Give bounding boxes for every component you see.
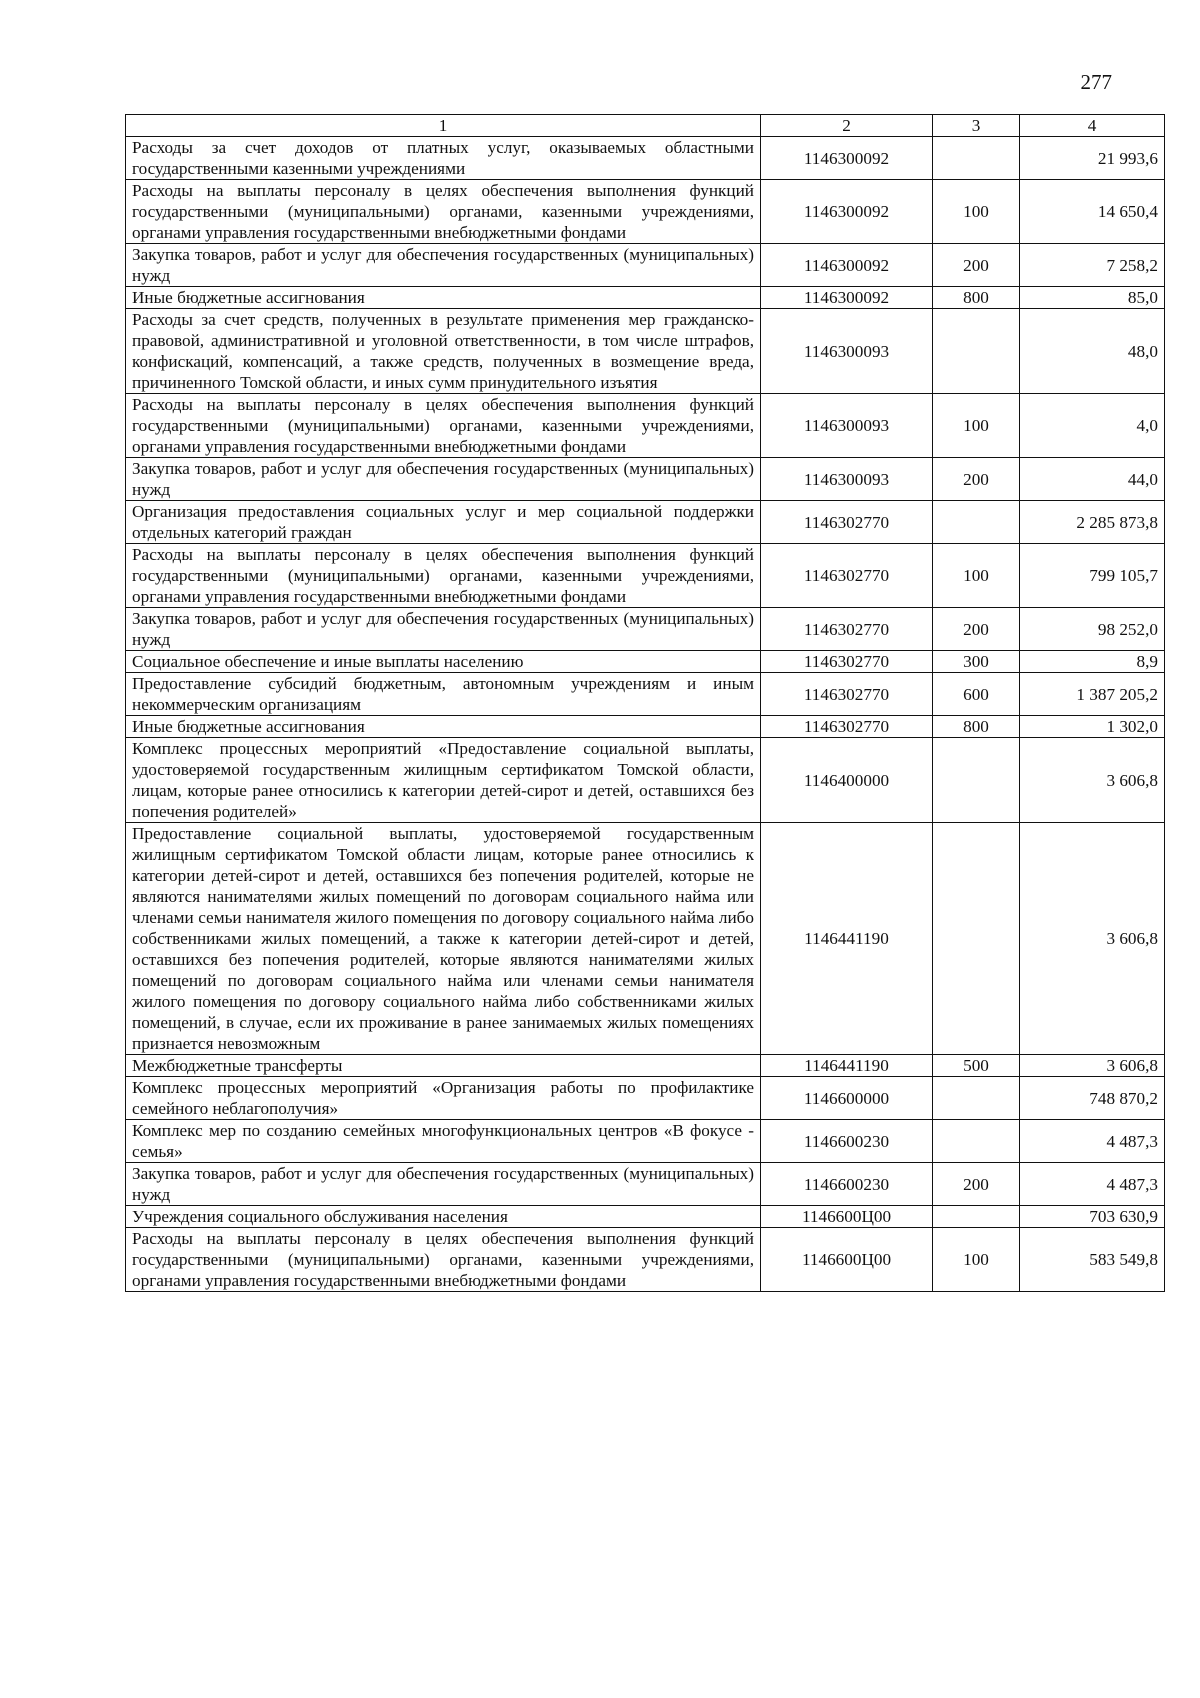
target-code-cell: 1146302770 (761, 673, 933, 716)
budget-table (125, 114, 1165, 1292)
expense-type-cell (933, 137, 1020, 180)
header-col-3: 3 (933, 115, 1020, 137)
expense-type-cell: 200 (933, 458, 1020, 501)
table-row (126, 1120, 1165, 1163)
amount-cell: 48,0 (1020, 309, 1165, 394)
header-col-4: 4 (1020, 115, 1165, 137)
target-code-cell: 1146300093 (761, 394, 933, 458)
page-number: 277 (1080, 70, 1112, 94)
target-code-cell: 1146600230 (761, 1120, 933, 1163)
expense-type-cell (933, 1077, 1020, 1120)
expense-name-cell: Расходы на выплаты персоналу в целях обеспечения выполнения функций государственными (муниципальными) органами, казенными учреждениями, органами управления государственными внебюджетными фондами (126, 394, 761, 458)
amount-cell: 4 487,3 (1020, 1163, 1165, 1206)
expense-type-cell: 200 (933, 244, 1020, 287)
table-row (126, 1055, 1165, 1077)
target-code-cell: 1146441190 (761, 823, 933, 1055)
target-code-cell: 1146600230 (761, 1163, 933, 1206)
target-code-cell: 1146302770 (761, 716, 933, 738)
target-code-cell: 1146600Ц00 (761, 1206, 933, 1228)
target-code-cell: 1146441190 (761, 1055, 933, 1077)
table-row (126, 244, 1165, 287)
expense-name-cell: Закупка товаров, работ и услуг для обеспечения государственных (муниципальных) нужд (126, 1163, 761, 1206)
expense-type-cell: 200 (933, 1163, 1020, 1206)
expense-name-cell: Закупка товаров, работ и услуг для обеспечения государственных (муниципальных) нужд (126, 458, 761, 501)
table-row (126, 309, 1165, 394)
target-code-cell: 1146302770 (761, 501, 933, 544)
expense-name-cell: Комплекс процессных мероприятий «Предоставление социальной выплаты, удостоверяемой государственным жилищным сертификатом Томской области, лицам, которые ранее относились к категории детей-сирот и детей, оставшихся без попечения родителей» (126, 738, 761, 823)
expense-type-cell: 200 (933, 608, 1020, 651)
expense-type-cell: 800 (933, 287, 1020, 309)
table-row (126, 1077, 1165, 1120)
expense-name-cell: Закупка товаров, работ и услуг для обеспечения государственных (муниципальных) нужд (126, 608, 761, 651)
table-row (126, 651, 1165, 673)
target-code-cell: 1146600000 (761, 1077, 933, 1120)
expense-type-cell (933, 738, 1020, 823)
expense-name-cell: Закупка товаров, работ и услуг для обеспечения государственных (муниципальных) нужд (126, 244, 761, 287)
expense-name-cell: Социальное обеспечение и иные выплаты населению (126, 651, 761, 673)
amount-cell: 44,0 (1020, 458, 1165, 501)
expense-type-cell: 300 (933, 651, 1020, 673)
amount-cell: 7 258,2 (1020, 244, 1165, 287)
amount-cell: 1 387 205,2 (1020, 673, 1165, 716)
expense-type-cell: 100 (933, 180, 1020, 244)
expense-name-cell: Организация предоставления социальных услуг и мер социальной поддержки отдельных категорий граждан (126, 501, 761, 544)
expense-name-cell: Комплекс мер по созданию семейных многофункциональных центров «В фокусе - семья» (126, 1120, 761, 1163)
amount-cell: 3 606,8 (1020, 823, 1165, 1055)
amount-cell: 4 487,3 (1020, 1120, 1165, 1163)
expense-type-cell: 600 (933, 673, 1020, 716)
amount-cell: 799 105,7 (1020, 544, 1165, 608)
table-row (126, 1228, 1165, 1292)
header-row (126, 115, 1165, 137)
expense-type-cell: 500 (933, 1055, 1020, 1077)
target-code-cell: 1146400000 (761, 738, 933, 823)
expense-type-cell: 100 (933, 544, 1020, 608)
expense-name-cell: Иные бюджетные ассигнования (126, 287, 761, 309)
table-row (126, 137, 1165, 180)
table-row (126, 1163, 1165, 1206)
target-code-cell: 1146302770 (761, 651, 933, 673)
header-col-1: 1 (126, 115, 761, 137)
target-code-cell: 1146300092 (761, 244, 933, 287)
expense-type-cell (933, 1206, 1020, 1228)
expense-name-cell: Расходы за счет доходов от платных услуг, оказываемых областными государственными казенными учреждениями (126, 137, 761, 180)
amount-cell: 4,0 (1020, 394, 1165, 458)
amount-cell: 703 630,9 (1020, 1206, 1165, 1228)
table-row (126, 544, 1165, 608)
amount-cell: 8,9 (1020, 651, 1165, 673)
target-code-cell: 1146300093 (761, 458, 933, 501)
amount-cell: 3 606,8 (1020, 738, 1165, 823)
expense-name-cell: Расходы за счет средств, полученных в результате применения мер гражданско-правовой, административной и уголовной ответственности, в том числе штрафов, конфискаций, компенсаций, а также средств, полученных в возмещение вреда, причиненного Томской области, и иных сумм принудительного изъятия (126, 309, 761, 394)
amount-cell: 748 870,2 (1020, 1077, 1165, 1120)
expense-type-cell (933, 501, 1020, 544)
table-row (126, 1206, 1165, 1228)
amount-cell: 2 285 873,8 (1020, 501, 1165, 544)
expense-type-cell (933, 823, 1020, 1055)
table-body (126, 137, 1165, 1292)
expense-name-cell: Предоставление субсидий бюджетным, автономным учреждениям и иным некоммерческим организациям (126, 673, 761, 716)
expense-name-cell: Расходы на выплаты персоналу в целях обеспечения выполнения функций государственными (муниципальными) органами, казенными учреждениями, органами управления государственными внебюджетными фондами (126, 180, 761, 244)
table-row (126, 287, 1165, 309)
amount-cell: 98 252,0 (1020, 608, 1165, 651)
table-row (126, 716, 1165, 738)
amount-cell: 3 606,8 (1020, 1055, 1165, 1077)
table-row (126, 458, 1165, 501)
expense-type-cell: 100 (933, 1228, 1020, 1292)
table-row (126, 823, 1165, 1055)
expense-name-cell: Иные бюджетные ассигнования (126, 716, 761, 738)
expense-type-cell: 800 (933, 716, 1020, 738)
target-code-cell: 1146600Ц00 (761, 1228, 933, 1292)
expense-type-cell: 100 (933, 394, 1020, 458)
target-code-cell: 1146302770 (761, 544, 933, 608)
target-code-cell: 1146300093 (761, 309, 933, 394)
amount-cell: 85,0 (1020, 287, 1165, 309)
target-code-cell: 1146302770 (761, 608, 933, 651)
amount-cell: 21 993,6 (1020, 137, 1165, 180)
amount-cell: 1 302,0 (1020, 716, 1165, 738)
amount-cell: 14 650,4 (1020, 180, 1165, 244)
expense-name-cell: Предоставление социальной выплаты, удостоверяемой государственным жилищным сертификатом Томской области лицам, которые ранее относились к категории детей-сирот и детей, оставшихся без попечения родителей, которые не являются нанимателями жилых помещений по договорам социального найма или членами семьи нанимателя жилого помещения по договору социального найма либо собственниками жилых помещений, а также к категории детей-сирот и детей, оставшихся без попечения родителей, которые являются нанимателями жилых помещений по договорам социального найма или членами семьи нанимателя жилого помещения по договору социального найма либо собственниками жилых помещений, в случае, если их проживание в ранее занимаемых жилых помещениях признается невозможным (126, 823, 761, 1055)
table-row (126, 180, 1165, 244)
amount-cell: 583 549,8 (1020, 1228, 1165, 1292)
expense-name-cell: Расходы на выплаты персоналу в целях обеспечения выполнения функций государственными (муниципальными) органами, казенными учреждениями, органами управления государственными внебюджетными фондами (126, 1228, 761, 1292)
table-row (126, 608, 1165, 651)
target-code-cell: 1146300092 (761, 287, 933, 309)
table-row (126, 501, 1165, 544)
expense-type-cell (933, 309, 1020, 394)
expense-name-cell: Комплекс процессных мероприятий «Организация работы по профилактике семейного неблагополучия» (126, 1077, 761, 1120)
expense-name-cell: Межбюджетные трансферты (126, 1055, 761, 1077)
expense-name-cell: Учреждения социального обслуживания населения (126, 1206, 761, 1228)
expense-name-cell: Расходы на выплаты персоналу в целях обеспечения выполнения функций государственными (муниципальными) органами, казенными учреждениями, органами управления государственными внебюджетными фондами (126, 544, 761, 608)
table-row (126, 673, 1165, 716)
expense-type-cell (933, 1120, 1020, 1163)
table-row (126, 738, 1165, 823)
table-header (126, 115, 1165, 137)
header-col-2: 2 (761, 115, 933, 137)
target-code-cell: 1146300092 (761, 180, 933, 244)
target-code-cell: 1146300092 (761, 137, 933, 180)
table-row (126, 394, 1165, 458)
